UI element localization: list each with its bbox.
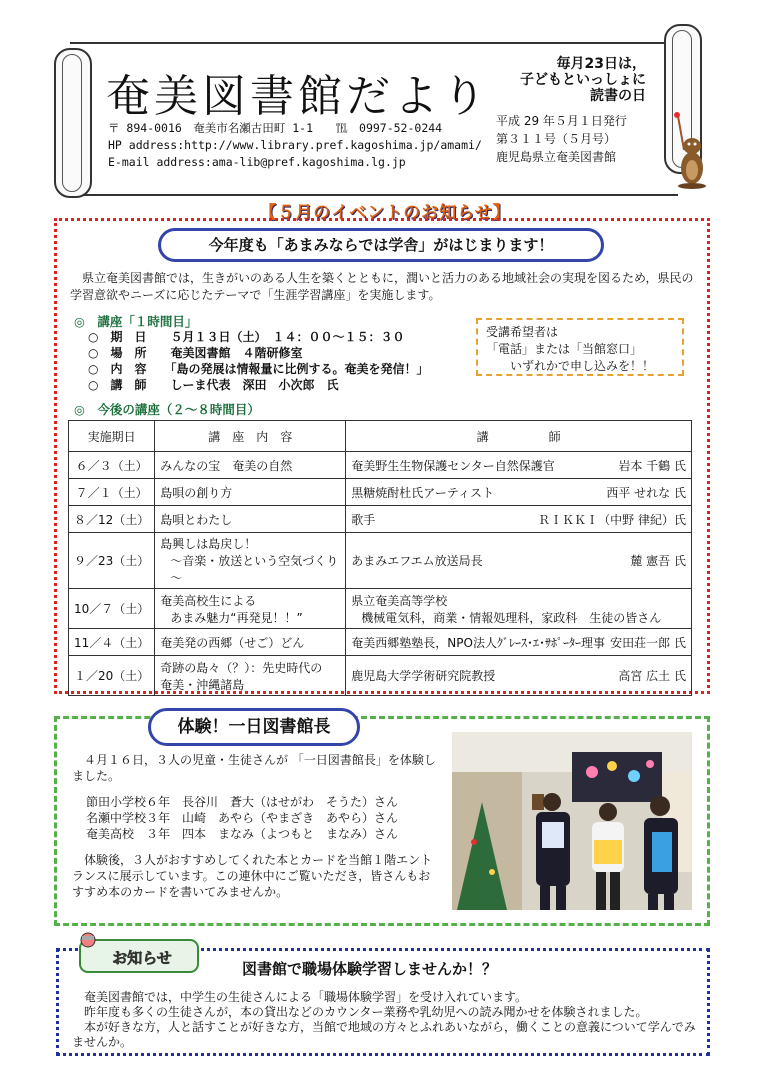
issue-number: 第３１１号（５月号）: [496, 132, 617, 146]
work-experience-text: [72, 990, 702, 1050]
table-row: ９／23（土） 島興しは島戻し！ ～音楽・放送という空気づくり～ あまみエフエム放送局長 麓 憲吾 氏: [69, 533, 692, 589]
table-row: ６／３（土） みんなの宝 奄美の自然 奄美野生生物保護センター自然保護官 岩本 千鶴 氏: [69, 452, 692, 479]
homepage-link[interactable]: HP address:http://www.library.pref.kagoshima.jp/amami/: [108, 138, 482, 152]
newsletter-title: 奄美図書館だより: [106, 71, 490, 122]
table-row: 10／７（土） 奄美高校生による あまみ魅力“再発見！！” 県立奄美高等学校 機械電気科，商業・情報処理科，家政科 生徒の皆さん: [69, 589, 692, 629]
lecture-intro: 県立奄美図書館では，生きがいのある人生を築くとともに，潤いと活力のある地域社会の実現を図るため，県民の学習意欲やニーズに応じたテーマで「生涯学習講座」を実施します。: [70, 271, 694, 302]
issue-info: [496, 112, 627, 166]
table-row: 11／４（土） 奄美発の西郷（せご）どん 奄美西郷塾塾長，NPO法人ｸﾞﾚｰｽ･ｴ･ｻﾎﾟｰﾀｰ理事 安田荘一郎 氏: [69, 629, 692, 656]
issue-date: 平成 29 年５月１日発行: [496, 114, 627, 128]
column-header-date: 実施期日: [69, 421, 155, 452]
reading-day-slogan: 毎月23日は， 子どもといっしょに 読書の日: [520, 56, 646, 104]
work-experience-heading: 図書館で職場体験学習しませんか！？: [242, 960, 498, 978]
experience-paragraph: 体験後，３人がおすすめしてくれた本とカードを当館１階エントランスに展示しています。この連休中にご覧いただき，皆さんもおすすめ本のカードを書いてみませんか。: [72, 853, 433, 899]
event-banner: 【５月のイベントのお知らせ】: [259, 203, 511, 223]
table-row: ８／12（土） 島唄とわたし 歌手 ＲＩＫＫＩ（中野 律紀）氏: [69, 506, 692, 533]
contact-block: [108, 120, 482, 171]
table-row: １／20（土） 奇跡の島々（？）：先史時代の 奄美・沖縄諸島 鹿児島大学学術研究院教授 高宮 広土 氏: [69, 656, 692, 696]
column-header-lecturer: 講 師: [346, 421, 692, 452]
event-photo: [452, 732, 692, 910]
publisher: 鹿児島県立奄美図書館: [496, 150, 617, 164]
table-header-row: [69, 421, 692, 452]
apply-notice: 受講希望者は 「電話」または「当館窓口」 いずれかで申し込みを！！: [476, 318, 684, 376]
scroll-roll-left: [54, 48, 92, 198]
notice-badge-icon: [76, 930, 208, 978]
email-link[interactable]: E-mail address:ama-lib@pref.kagoshima.lg.jp: [108, 155, 406, 169]
postal-address: 〒 894-0016 奄美市名瀬古田町 1-1: [108, 121, 314, 135]
first-lecture-place: ○ 場 所 奄美図書館 ４階研修室: [88, 346, 303, 360]
work-paragraph: 昨年度も多くの生徒さんが，本の貸出などのカウンター業務や乳幼児への読み聞かせを体験されました。: [72, 1005, 648, 1019]
student-list: [72, 794, 442, 842]
lecture-heading: 今年度も「あまみならでは学舎」がはじまります！: [158, 228, 604, 262]
work-paragraph: 奄美図書館では，中学生の生徒さんによる「職場体験学習」を受け入れています。: [72, 990, 528, 1004]
first-lecture-label: ◎ 講座「１時間目」: [74, 314, 198, 329]
phone-number: ℡ 0997-52-0244: [336, 121, 443, 135]
experience-text: [72, 752, 442, 900]
column-header-content: 講 座 内 容: [155, 421, 346, 452]
notice-badge-label: お知らせ: [112, 949, 172, 967]
table-row: ７／１（土） 島唄の創り方 黒糖焼酎杜氏アーティスト 西平 せれな 氏: [69, 479, 692, 506]
experience-heading: 体験！一日図書館長: [148, 708, 360, 746]
lecture-schedule-table: [68, 420, 692, 696]
first-lecture-content: ○ 内 容 「島の発展は情報量に比例する。奄美を発信！」: [88, 362, 429, 376]
beaver-mascot-icon: [668, 110, 708, 190]
future-lectures-label: ◎ 今後の講座（２～８時間目）: [74, 402, 260, 417]
first-lecture-date: ○ 期 日 ５月１３日（土） １４：００～１５：３０: [88, 330, 405, 344]
list-item: 節田小学校６年 長谷川 蒼大（はせがわ そうた）さん: [86, 795, 399, 809]
list-item: 名瀬中学校３年 山崎 あやら（やまざき あやら）さん: [86, 811, 399, 825]
work-paragraph: 本が好きな方，人と話すことが好きな方，当館で地域の方々とふれあいながら，働くことの意義について学んでみませんか。: [72, 1020, 696, 1049]
first-lecture-lecturer: ○ 講 師 しーま代表 深田 小次郎 氏: [88, 378, 339, 392]
list-item: 奄美高校 ３年 四本 まなみ（よつもと まなみ）さん: [86, 827, 399, 841]
experience-paragraph: ４月１６日，３人の児童・生徒さんが 「一日図書館長」を体験しました。: [72, 753, 436, 783]
